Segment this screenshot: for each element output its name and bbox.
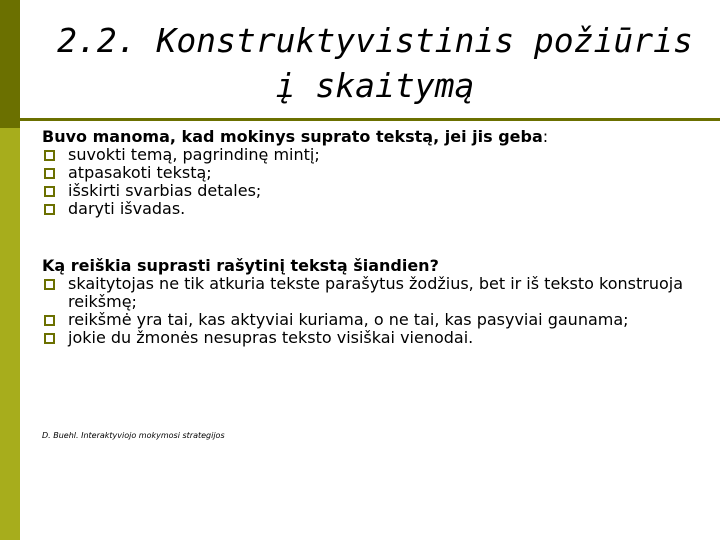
section-heading-text: Ką reiškia suprasti rašytinį tekstą šiandien? [42,256,439,275]
list-item [42,146,702,164]
section-past-understanding [42,128,702,218]
title-divider [20,118,720,121]
list-item [42,200,702,218]
list-item-text: atpasakoti tekstą; [68,163,212,182]
list-item [42,182,702,200]
list-item [42,164,702,182]
list-item-text: daryti išvadas. [68,199,186,218]
hollow-square-bullet-icon [44,150,55,161]
source-citation: D. Buehl. Interaktyviojo mokymosi strategijos [42,431,225,440]
hollow-square-bullet-icon [44,186,55,197]
hollow-square-bullet-icon [44,204,55,215]
list-item-text: reikšmė yra tai, kas aktyviai kuriama, o ne tai, kas pasyviai gaunama; [68,310,629,329]
section-heading [42,128,702,146]
hollow-square-bullet-icon [44,333,55,344]
list-item-text: suvokti temą, pagrindinę mintį; [68,145,320,164]
hollow-square-bullet-icon [44,279,55,290]
list-item [42,311,702,329]
list-item-text: jokie du žmonės nesupras teksto visiškai vienodai. [68,328,474,347]
list-item-text: išskirti svarbias detales; [68,181,262,200]
left-accent-bar-top [0,0,20,128]
bullet-list [42,146,702,218]
slide-title-line2: į skaitymą [275,66,475,105]
bullet-list [42,275,702,347]
slide-title [30,18,720,108]
section-heading-colon: : [542,127,549,146]
section-heading-text: Buvo manoma, kad mokinys suprato tekstą, jei jis geba [42,127,543,146]
list-item [42,329,702,347]
list-item-text: skaitytojas ne tik atkuria tekste parašytus žodžius, bet ir iš teksto konstruoja reikšmę; [68,274,684,311]
slide-title-line1: 2.2. Konstruktyvistinis požiūris [57,21,693,60]
hollow-square-bullet-icon [44,168,55,179]
section-today-understanding [42,257,702,347]
left-accent-bar-bottom [0,128,20,540]
list-item [42,275,702,311]
hollow-square-bullet-icon [44,315,55,326]
section-heading [42,257,702,275]
